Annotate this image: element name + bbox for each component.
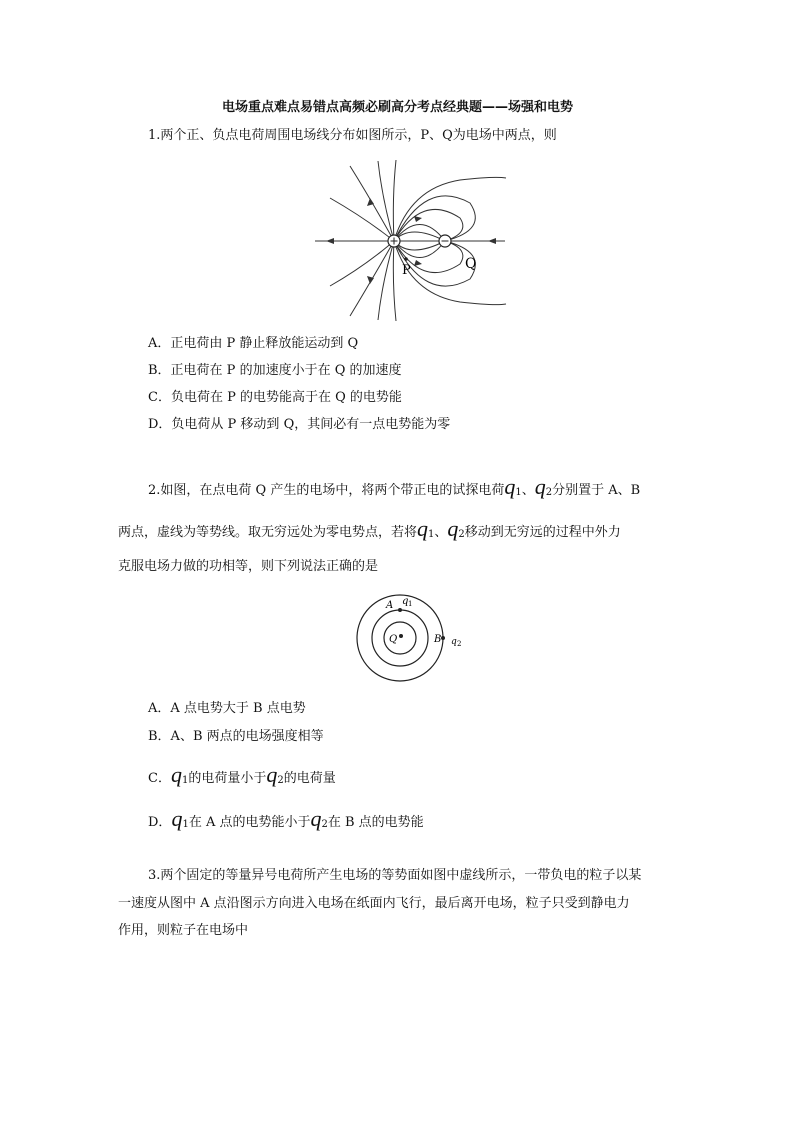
q1-symbol: q bbox=[504, 474, 516, 499]
q3-line-1: 3.两个固定的等量异号电荷所产生电场的等势面如图中虚线所示，一带负电的粒子以某 bbox=[148, 868, 642, 883]
page-title: 电场重点难点易错点高频必刷高分考点经典题——场强和电势 bbox=[222, 100, 574, 115]
q1-fig-label-q: Q bbox=[465, 256, 477, 272]
svg-text:q: q bbox=[451, 637, 457, 647]
q1-field-line-figure bbox=[310, 158, 510, 323]
q3-line-3: 作用，则粒子在电场中 bbox=[118, 923, 249, 938]
q2-option-d: D．q1在 A 点的电势能小于q2在 B 点的电势能 bbox=[148, 806, 424, 831]
q1-option-a: A．正电荷由 P 静止释放能运动到 Q bbox=[148, 336, 359, 351]
q3-line-2: 一速度从图中 A 点沿图示方向进入电场在纸面内飞行，最后离开电场，粒子只受到静电力 bbox=[118, 896, 630, 911]
svg-text:q: q bbox=[402, 596, 409, 607]
q2-line-2: 两点，虚线为等势线。取无穷远处为零电势点，若将q1、q2移动到无穷远的过程中外力 bbox=[118, 516, 621, 541]
q1-option-d: D．负电荷从 P 移动到 Q，其间必有一点电势能为零 bbox=[148, 417, 451, 432]
q1-option-b: B．正电荷在 P 的加速度小于在 Q 的加速度 bbox=[148, 363, 402, 378]
svg-text:Q: Q bbox=[389, 634, 398, 645]
svg-text:1: 1 bbox=[408, 600, 413, 608]
q2-equipotential-figure bbox=[350, 590, 470, 690]
q2-option-a: A．A 点电势大于 B 点电势 bbox=[148, 701, 306, 716]
q1-stem: 1.两个正、负点电荷周围电场线分布如图所示，P、Q为电场中两点，则 bbox=[148, 128, 557, 143]
q2-line-3: 克服电场力做的功相等，则下列说法正确的是 bbox=[118, 559, 379, 574]
q1-option-c: C．负电荷在 P 的电势能高于在 Q 的电势能 bbox=[148, 390, 402, 405]
q2-option-b: B．A、B 两点的电场强度相等 bbox=[148, 729, 324, 744]
svg-text:A: A bbox=[386, 600, 394, 611]
q2-line-1: 2.如图，在点电荷 Q 产生的电场中，将两个带正电的试探电荷q1、q2分别置于 A、B bbox=[148, 474, 641, 499]
svg-text:B: B bbox=[434, 634, 442, 645]
q2-symbol: q bbox=[534, 474, 546, 499]
q2-option-c: C．q1的电荷量小于q2的电荷量 bbox=[148, 762, 336, 787]
q1-fig-label-p: P bbox=[402, 263, 411, 278]
svg-text:2: 2 bbox=[457, 640, 462, 648]
